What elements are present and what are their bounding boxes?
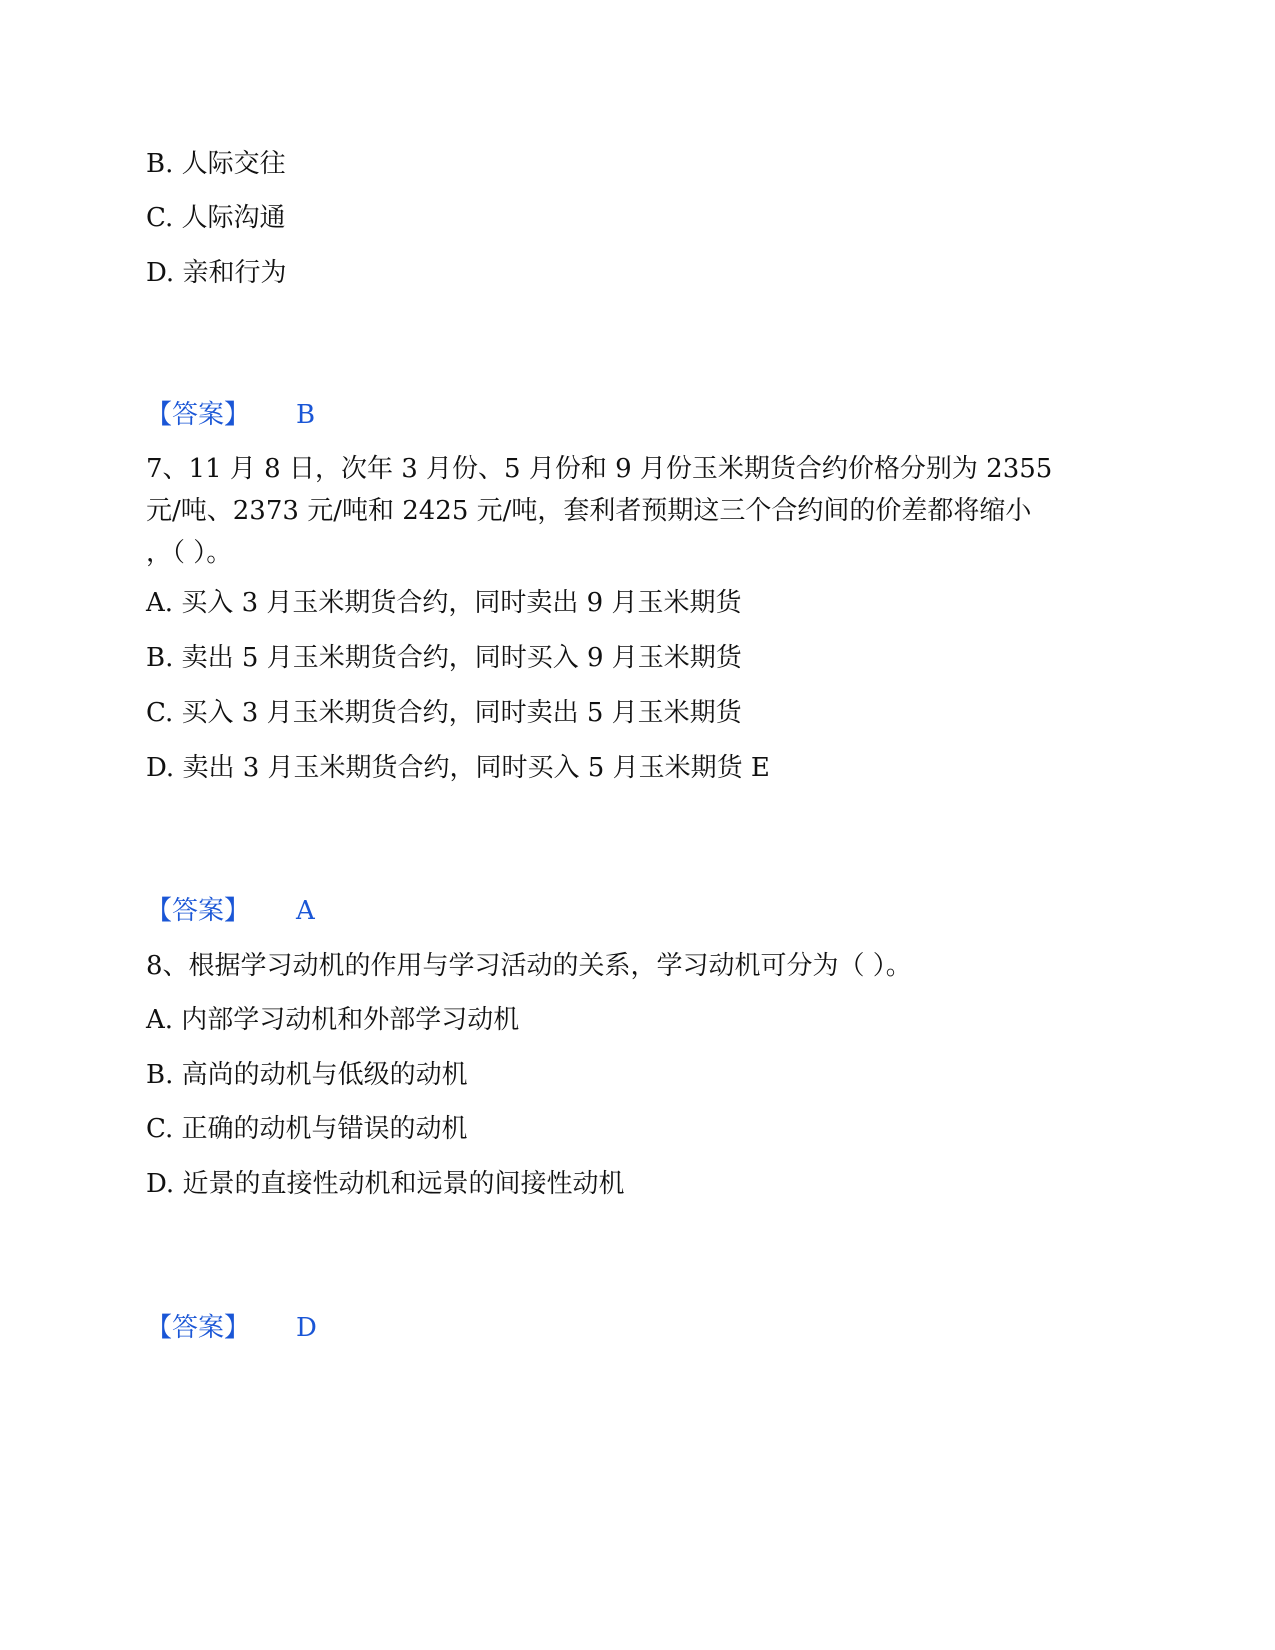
option-b: B. 卖出 5 月玉米期货合约，同时买入 9 月玉米期货: [146, 643, 742, 673]
answer-row: [146, 397, 315, 433]
question-stem-line: ，（ ）。: [146, 538, 233, 568]
option-a: A. 内部学习动机和外部学习动机: [146, 1005, 520, 1035]
question-stem-line: 7、11 月 8 日，次年 3 月份、5 月份和 9 月份玉米期货合约价格分别为 2355: [146, 454, 1053, 484]
option-d: D. 亲和行为: [146, 258, 287, 288]
answer-tag: 【答案】: [146, 896, 251, 926]
answer-value: B: [296, 400, 316, 430]
answer-tag: 【答案】: [146, 1313, 251, 1343]
option-c: C. 人际沟通: [146, 203, 286, 233]
option-c: C. 买入 3 月玉米期货合约，同时卖出 5 月玉米期货: [146, 698, 742, 728]
answer-tag: 【答案】: [146, 400, 251, 430]
option-b: B. 高尚的动机与低级的动机: [146, 1060, 468, 1090]
option-d: D. 卖出 3 月玉米期货合约，同时买入 5 月玉米期货 E: [146, 753, 770, 783]
option-d: D. 近景的直接性动机和远景的间接性动机: [146, 1169, 625, 1199]
option-c: C. 正确的动机与错误的动机: [146, 1114, 468, 1144]
answer-row: [146, 1310, 317, 1346]
question-7-stem: [146, 448, 1106, 574]
question-stem-line: 元/吨、2373 元/吨和 2425 元/吨，套利者预期这三个合约间的价差都将缩小: [146, 496, 1032, 526]
answer-value: A: [296, 896, 315, 926]
answer-row: [146, 893, 315, 929]
answer-value: D: [296, 1313, 317, 1343]
question-8-stem: 8、根据学习动机的作用与学习活动的关系，学习动机可分为（ ）。: [146, 951, 912, 981]
option-b: B. 人际交往: [146, 149, 286, 179]
option-a: A. 买入 3 月玉米期货合约，同时卖出 9 月玉米期货: [146, 588, 742, 618]
